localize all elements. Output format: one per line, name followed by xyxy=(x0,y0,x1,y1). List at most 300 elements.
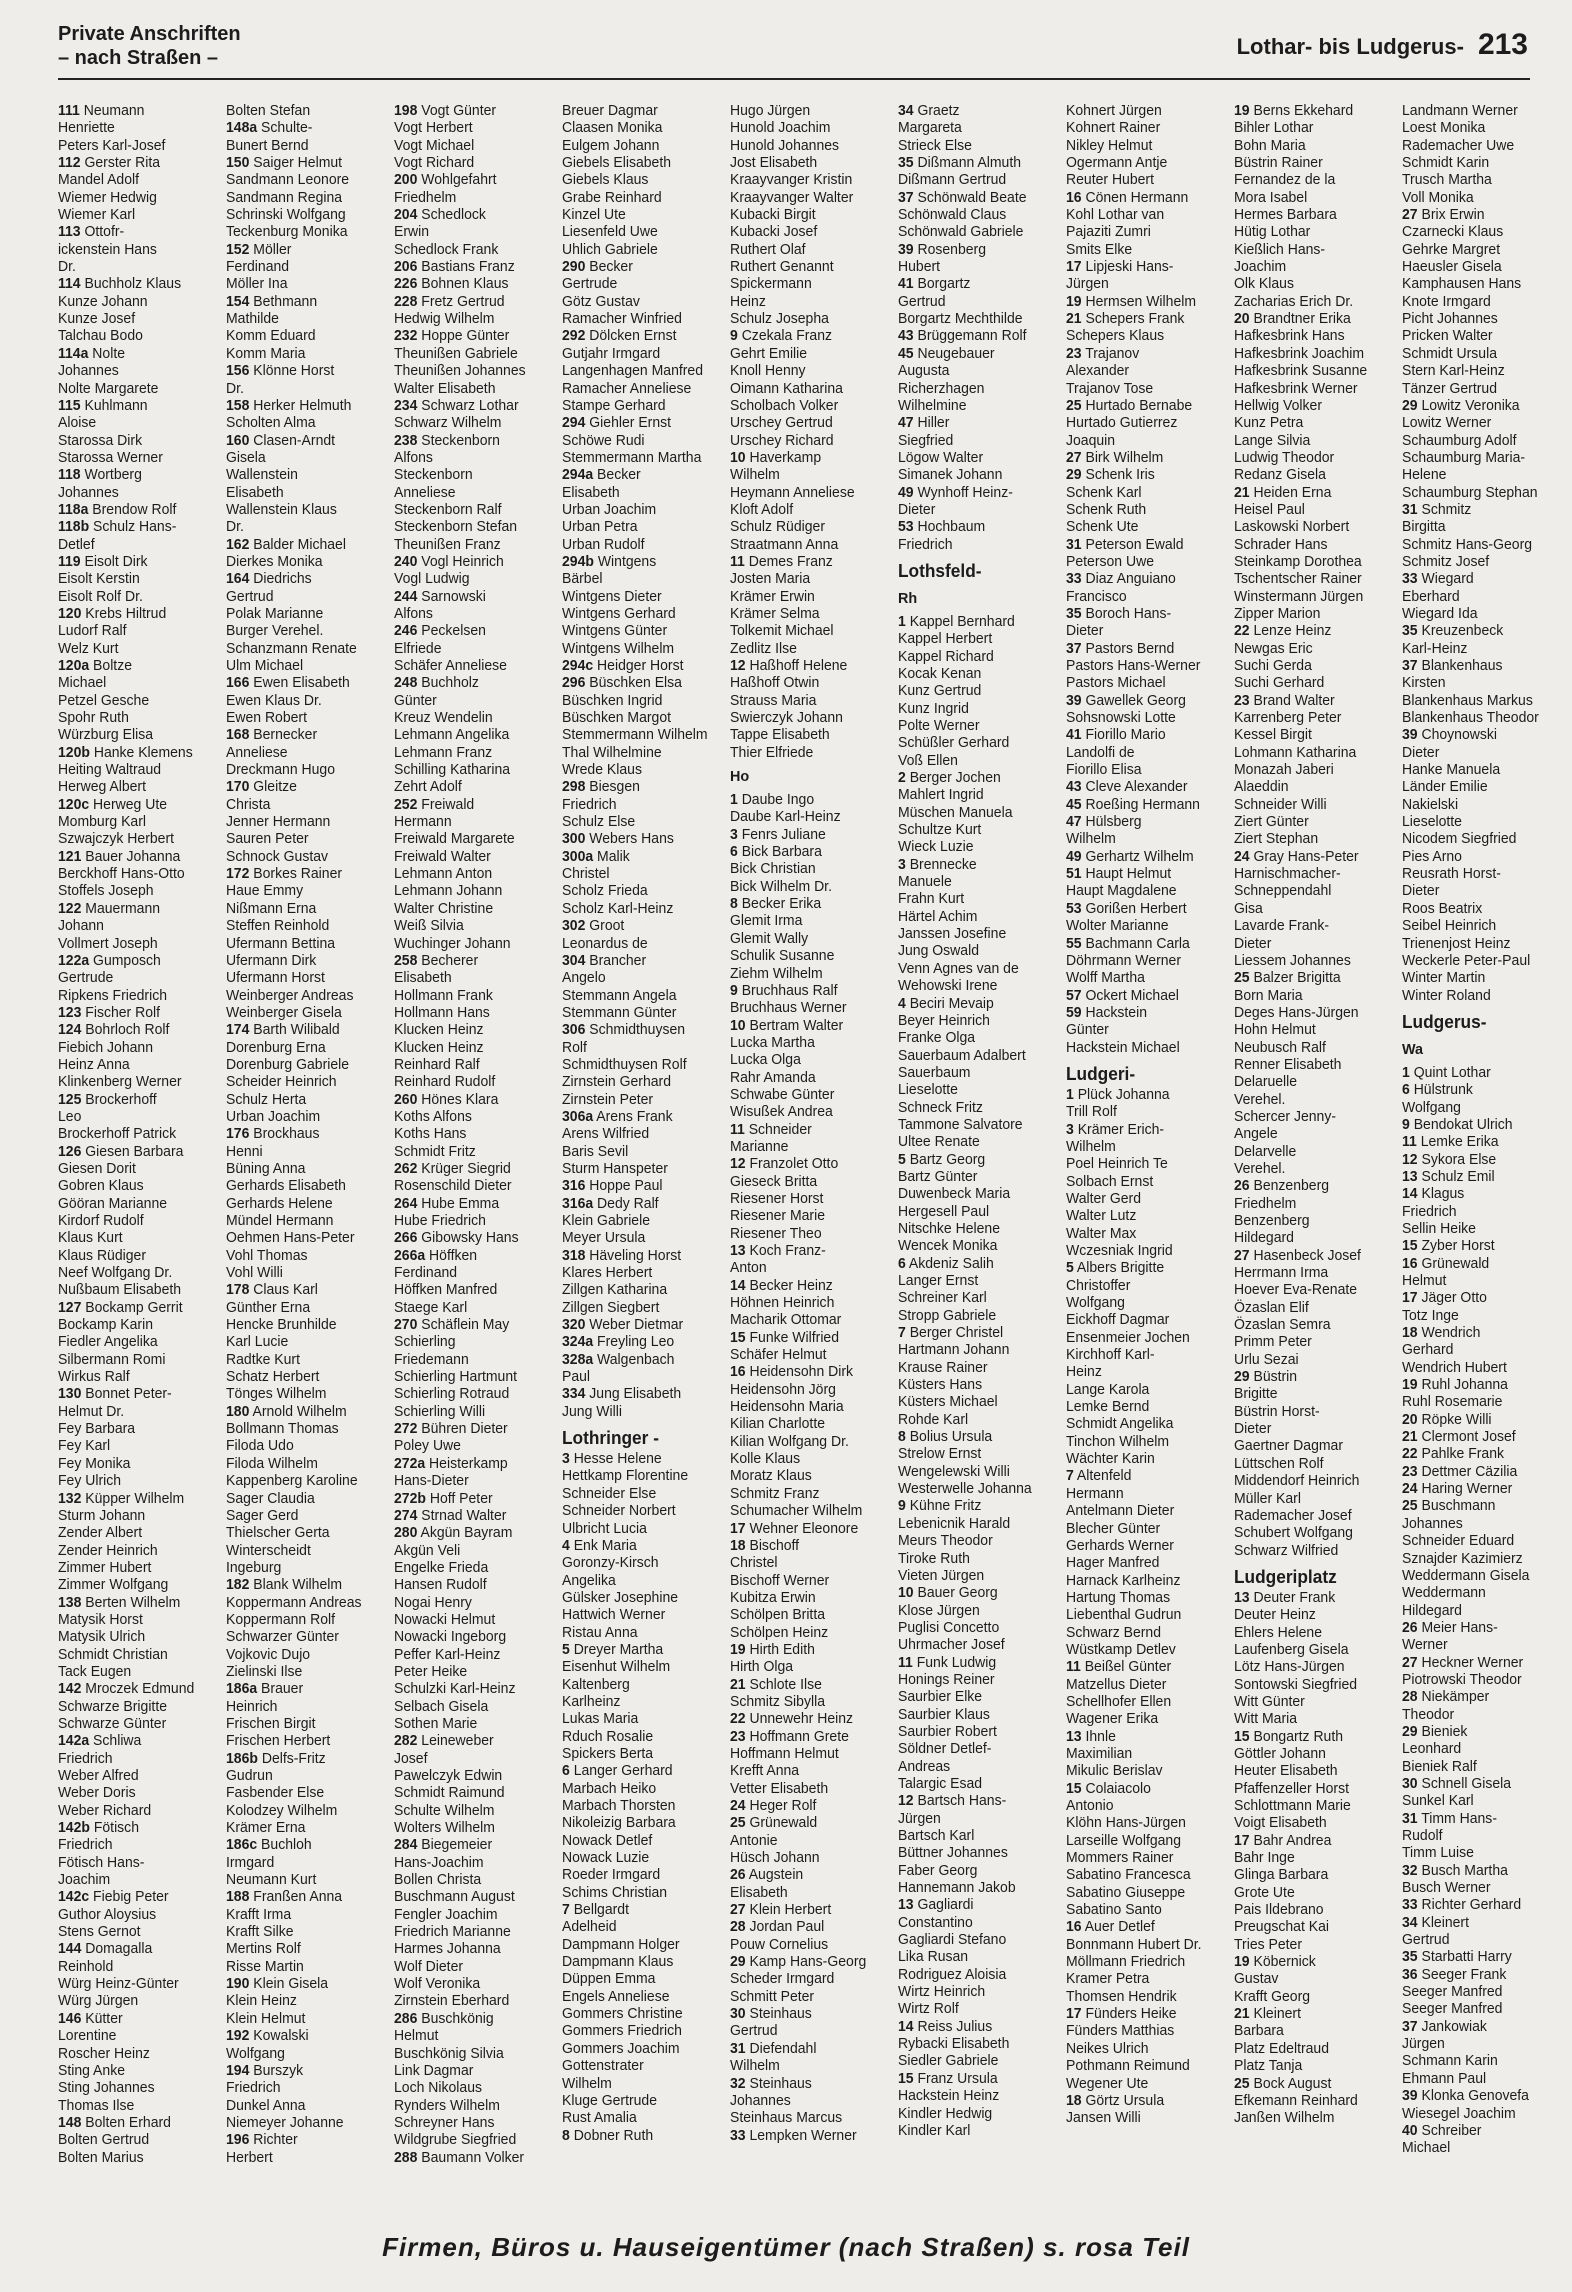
resident-name: Kilian Charlotte xyxy=(730,1416,826,1433)
house-number: 2 xyxy=(898,770,906,787)
resident-name: Dunkel Anna xyxy=(226,2097,306,2114)
directory-entry xyxy=(394,2098,550,2115)
resident-name: Hettkamp Florentine xyxy=(562,1468,689,1485)
resident-name: Lorentine xyxy=(58,2028,117,2045)
resident-name: Smits Elke xyxy=(1066,241,1133,258)
directory-column-9 xyxy=(1402,103,1558,2215)
directory-entry xyxy=(226,1525,382,1542)
resident-name: Poel Heinrich Te xyxy=(1066,1156,1168,1173)
directory-entry xyxy=(562,1746,718,1763)
directory-entry xyxy=(226,103,382,120)
directory-entry xyxy=(1234,1213,1390,1230)
resident-name: Hasenbeck Josef xyxy=(1249,1247,1361,1264)
directory-entry xyxy=(1234,1126,1390,1143)
directory-entry xyxy=(898,1152,1054,1169)
directory-entry xyxy=(898,1637,1054,1654)
directory-entry xyxy=(58,1508,214,1525)
street-range-title: Lothar- bis Ludgerus- xyxy=(1236,34,1464,59)
resident-name: Fey Ulrich xyxy=(58,1473,122,1490)
directory-entry xyxy=(1066,554,1222,571)
resident-name: Scholbach Volker xyxy=(730,397,839,414)
resident-name: Kolodzey Wilhelm xyxy=(226,1802,338,1819)
resident-name: Schulzki Karl-Heinz xyxy=(394,1681,516,1698)
resident-name: Goronzy-Kirsch xyxy=(562,1555,659,1572)
resident-name: Schönwald Gabriele xyxy=(898,224,1024,241)
house-number: 3 xyxy=(1066,1121,1074,1138)
resident-name: Wilhelmine xyxy=(898,397,967,414)
directory-entry xyxy=(1234,138,1390,155)
directory-entry xyxy=(58,1560,214,1577)
resident-name: Sarnowski xyxy=(417,588,486,605)
house-number: 138 xyxy=(58,1594,82,1611)
resident-name: Tänzer Gertrud xyxy=(1402,380,1497,397)
resident-name: Janßen Wilhelm xyxy=(1234,2110,1335,2127)
directory-column-7 xyxy=(1066,103,1222,2215)
house-number: 8 xyxy=(730,896,738,913)
directory-entry xyxy=(1234,1971,1390,1988)
house-number: 17 xyxy=(1402,1290,1418,1307)
resident-name: Gerhards Elisabeth xyxy=(226,1178,346,1195)
directory-entry xyxy=(898,363,1054,380)
resident-name: Fünders Matthias xyxy=(1066,2023,1175,2040)
resident-name: Ruthert Genannt xyxy=(730,259,834,276)
resident-name: Weddermann xyxy=(1402,1585,1486,1602)
directory-entry xyxy=(1234,467,1390,484)
resident-name: Ziehm Wilhelm xyxy=(730,965,823,982)
resident-name: Schierling Hartmunt xyxy=(394,1369,518,1386)
directory-entry xyxy=(394,172,550,189)
directory-entry xyxy=(730,1850,886,1867)
house-number: 15 xyxy=(1066,1780,1082,1797)
resident-name: Heinz xyxy=(1066,1364,1102,1381)
resident-name: Pricken Walter xyxy=(1402,328,1493,345)
directory-entry xyxy=(394,1092,550,1109)
directory-entry xyxy=(58,138,214,155)
resident-name: Kluge Gertrude xyxy=(562,2092,658,2109)
house-number: 123 xyxy=(58,1004,82,1021)
directory-entry xyxy=(562,1126,718,1143)
house-number: 51 xyxy=(1066,866,1082,883)
resident-name: Winter Martin xyxy=(1402,970,1486,987)
directory-entry xyxy=(562,2093,718,2110)
directory-entry xyxy=(226,1577,382,1594)
directory-entry xyxy=(562,363,718,380)
house-number: 3 xyxy=(562,1451,570,1468)
resident-name: Kunz Ingrid xyxy=(898,700,969,717)
directory-entry xyxy=(730,450,886,467)
resident-name: Karl-Heinz xyxy=(1402,640,1468,657)
resident-name: Busch Werner xyxy=(1402,1880,1491,1897)
directory-entry xyxy=(58,1161,214,1178)
directory-entry xyxy=(1066,1022,1222,1039)
directory-entry xyxy=(562,606,718,623)
resident-name: Hülsberg xyxy=(1081,814,1142,831)
resident-name: Ruhl Rosemarie xyxy=(1402,1394,1503,1411)
resident-name: Fötisch xyxy=(89,1820,139,1837)
resident-name: Hartung Thomas xyxy=(1066,1589,1171,1606)
directory-entry xyxy=(1402,901,1558,918)
resident-name: Zimmer Wolfgang xyxy=(58,1577,169,1594)
resident-name: Ruthert Olaf xyxy=(730,241,806,258)
directory-entry xyxy=(1066,675,1222,692)
resident-name: Rybacki Elisabeth xyxy=(898,2036,1010,2053)
house-number: 146 xyxy=(58,2010,82,2027)
resident-name: Ewen Robert xyxy=(226,710,307,727)
resident-name: Christa xyxy=(226,796,271,813)
directory-entry xyxy=(58,1456,214,1473)
directory-entry xyxy=(58,1577,214,1594)
resident-name: Stemmann Angela xyxy=(562,987,677,1004)
directory-entry xyxy=(394,1022,550,1039)
resident-name: Urban Rudolf xyxy=(562,536,645,553)
directory-entry xyxy=(562,1404,718,1421)
resident-name: Kohnert Rainer xyxy=(1066,120,1161,137)
directory-entry xyxy=(394,259,550,276)
directory-entry xyxy=(58,936,214,953)
resident-name: Ripkens Friedrich xyxy=(58,987,168,1004)
resident-name: Giebels Klaus xyxy=(562,172,649,189)
section-title: Private Anschriften xyxy=(58,23,241,45)
resident-name: Harnack Karlheinz xyxy=(1066,1572,1181,1589)
resident-name: Sykora Else xyxy=(1417,1151,1497,1168)
resident-name: Claus Karl xyxy=(249,1282,318,1299)
resident-name: Josten Maria xyxy=(730,571,811,588)
resident-name: Friedrich xyxy=(562,796,617,813)
directory-entry xyxy=(1066,1659,1222,1676)
directory-entry xyxy=(1402,2088,1558,2105)
directory-entry xyxy=(562,467,718,484)
resident-name: Kamp Hans-Georg xyxy=(745,1954,867,1971)
resident-name: Sabatino Francesca xyxy=(1066,1867,1191,1884)
directory-entry xyxy=(898,1429,1054,1446)
directory-entry xyxy=(1234,1456,1390,1473)
house-number: 316 xyxy=(562,1178,586,1195)
directory-entry xyxy=(1402,970,1558,987)
directory-entry xyxy=(1234,745,1390,762)
house-number: 294a xyxy=(562,467,594,484)
resident-name: Elisabeth xyxy=(394,970,452,987)
resident-name: Johannes xyxy=(730,2092,791,2109)
house-number: 37 xyxy=(1402,2018,1418,2035)
resident-name: Trill Rolf xyxy=(1066,1104,1117,1121)
directory-entry xyxy=(730,1156,886,1173)
resident-name: Vieten Jürgen xyxy=(898,1567,985,1584)
directory-entry xyxy=(1402,1793,1558,1810)
resident-name: Henriette xyxy=(58,120,115,137)
directory-entry xyxy=(58,103,214,120)
resident-name: Kloft Adolf xyxy=(730,501,794,518)
resident-name: Dedy Ralf xyxy=(593,1195,659,1212)
resident-name: Ihnle xyxy=(1081,1728,1116,1745)
resident-name: Wolfgang xyxy=(226,2045,285,2062)
directory-entry xyxy=(1402,2106,1558,2123)
resident-name: Schedlock xyxy=(417,207,486,224)
directory-entry xyxy=(58,1213,214,1230)
house-number: 15 xyxy=(730,1329,746,1346)
directory-entry xyxy=(898,120,1054,137)
resident-name: Krause Rainer xyxy=(898,1359,988,1376)
resident-name: Freiwald Walter xyxy=(394,848,491,865)
resident-name: Alexander xyxy=(1066,363,1130,380)
resident-name: Uhlich Gabriele xyxy=(562,241,658,258)
directory-entry xyxy=(562,1040,718,1057)
resident-name: Ingeburg xyxy=(226,1559,282,1576)
resident-name: Schmidt Karin xyxy=(1402,155,1490,172)
directory-entry xyxy=(394,519,550,536)
resident-name: Groot xyxy=(585,918,625,935)
directory-entry xyxy=(730,1208,886,1225)
directory-entry xyxy=(1234,641,1390,658)
resident-name: Schmidt Ursula xyxy=(1402,345,1497,362)
directory-entry xyxy=(730,641,886,658)
house-number: 25 xyxy=(1234,970,1250,987)
resident-name: Hunold Johannes xyxy=(730,137,840,154)
resident-name: Hoff Peter xyxy=(425,1490,493,1507)
house-number: 34 xyxy=(898,103,914,119)
resident-name: Dr. xyxy=(226,380,244,397)
resident-name: Steinhaus xyxy=(745,2075,812,2092)
directory-entry xyxy=(394,1785,550,1802)
directory-entry xyxy=(1066,1885,1222,1902)
resident-name: Koppermann Rolf xyxy=(226,1611,336,1628)
resident-name: Wynhoff Heinz- xyxy=(913,484,1013,501)
resident-name: Büstrin Horst- xyxy=(1234,1403,1320,1420)
directory-entry xyxy=(226,1872,382,1889)
directory-entry xyxy=(1066,381,1222,398)
directory-entry xyxy=(898,138,1054,155)
resident-name: Rademacher Uwe xyxy=(1402,137,1515,154)
resident-name: Hoever Eva-Renate xyxy=(1234,1282,1358,1299)
directory-entry xyxy=(562,745,718,762)
house-number: 144 xyxy=(58,1941,82,1958)
resident-name: Langer Gerhard xyxy=(569,1763,673,1780)
house-number: 25 xyxy=(730,1815,746,1832)
resident-name: Pies Arno xyxy=(1402,848,1462,865)
directory-entry xyxy=(58,1751,214,1768)
resident-name: Haring Werner xyxy=(1417,1481,1513,1498)
directory-entry xyxy=(562,762,718,779)
directory-entry xyxy=(898,1030,1054,1047)
directory-entry xyxy=(730,207,886,224)
resident-name: Schwarzer Günter xyxy=(226,1629,339,1646)
directory-entry xyxy=(562,1815,718,1832)
directory-entry xyxy=(730,2041,886,2058)
resident-name: Büschken Ingrid xyxy=(562,692,663,709)
directory-entry xyxy=(562,485,718,502)
resident-name: Voigt Elisabeth xyxy=(1234,1815,1327,1832)
directory-entry xyxy=(730,190,886,207)
directory-entry xyxy=(394,276,550,293)
directory-entry xyxy=(730,792,886,809)
resident-name: Klöhn Hans-Jürgen xyxy=(1066,1815,1186,1832)
resident-name: Bischoff Werner xyxy=(730,1572,830,1589)
resident-name: Fiorillo Mario xyxy=(1081,727,1166,744)
directory-entry xyxy=(1066,242,1222,259)
directory-entry xyxy=(562,1885,718,1902)
directory-entry xyxy=(730,1867,886,1884)
directory-entry xyxy=(1066,1781,1222,1798)
resident-name: Günter xyxy=(394,692,437,709)
resident-name: Sznajder Kazimierz xyxy=(1402,1550,1523,1567)
directory-entry xyxy=(730,138,886,155)
directory-entry xyxy=(58,450,214,467)
directory-entry xyxy=(1066,1295,1222,1312)
resident-name: Witt Günter xyxy=(1234,1693,1305,1710)
resident-name: Dampmann Klaus xyxy=(562,1954,674,1971)
resident-name: Klein Heinz xyxy=(226,1993,297,2010)
directory-entry xyxy=(1234,2058,1390,2075)
directory-entry xyxy=(730,1590,886,1607)
resident-name: Bohnen Klaus xyxy=(417,276,509,293)
directory-entry xyxy=(394,1213,550,1230)
directory-entry xyxy=(58,502,214,519)
house-number: 49 xyxy=(898,484,914,501)
directory-entry xyxy=(58,1040,214,1057)
directory-entry xyxy=(226,1837,382,1854)
resident-name: Mertins Rolf xyxy=(226,1941,301,1958)
directory-entry xyxy=(1066,1971,1222,1988)
resident-name: Hafkesbrink Werner xyxy=(1234,380,1358,397)
directory-entry xyxy=(226,1248,382,1265)
directory-entry xyxy=(562,1451,718,1468)
resident-name: Quint Lothar xyxy=(1409,1064,1491,1081)
directory-entry xyxy=(394,1230,550,1247)
directory-entry xyxy=(1234,1265,1390,1282)
resident-name: Christoffer xyxy=(1066,1277,1131,1294)
resident-name: Vogl Heinrich xyxy=(417,553,504,570)
resident-name: Irmgard xyxy=(226,1854,275,1871)
resident-name: Primm Peter xyxy=(1234,1334,1312,1351)
resident-name: Wirtz Heinrich xyxy=(898,1984,986,2001)
resident-name: Angele xyxy=(1234,1126,1278,1143)
house-number: 270 xyxy=(394,1317,418,1334)
house-number: 294b xyxy=(562,553,594,570)
directory-entry xyxy=(1402,1915,1558,1932)
directory-entry xyxy=(1066,1226,1222,1243)
resident-name: Wisußek Andrea xyxy=(730,1104,833,1121)
resident-name: Clasen-Arndt xyxy=(249,432,336,449)
resident-name: Reinhard Ralf xyxy=(394,1056,480,1073)
directory-entry xyxy=(898,1065,1054,1082)
resident-name: Stemmann Günter xyxy=(562,1004,677,1021)
directory-entry xyxy=(562,172,718,189)
directory-entry xyxy=(1402,415,1558,432)
directory-entry xyxy=(58,1595,214,1612)
resident-name: Lemke Bernd xyxy=(1066,1399,1150,1416)
resident-name: Eisolt Rolf Dr. xyxy=(58,588,143,605)
resident-name: Daube Karl-Heinz xyxy=(730,809,841,826)
directory-entry xyxy=(898,103,1054,120)
resident-name: Janssen Josefine xyxy=(898,926,1007,943)
house-number: 168 xyxy=(226,727,250,744)
resident-name: Gisa xyxy=(1234,900,1263,917)
resident-name: Akgün Bayram xyxy=(417,1525,513,1542)
directory-entry xyxy=(730,1711,886,1728)
directory-entry xyxy=(562,901,718,918)
directory-entry xyxy=(898,805,1054,822)
resident-name: Birk Wilhelm xyxy=(1081,449,1164,466)
resident-name: Talchau Bodo xyxy=(58,328,143,345)
resident-name: Hirth Edith xyxy=(745,1641,815,1658)
resident-name: Bonnmann Hubert Dr. xyxy=(1066,1936,1202,1953)
directory-entry xyxy=(1066,831,1222,848)
directory-entry xyxy=(1066,2076,1222,2093)
directory-entry xyxy=(898,961,1054,978)
directory-entry xyxy=(1066,849,1222,866)
directory-column-6 xyxy=(898,103,1054,2215)
resident-name: Roscher Heinz xyxy=(58,2045,150,2062)
directory-entry xyxy=(1234,1300,1390,1317)
resident-name: Kessel Birgit xyxy=(1234,727,1312,744)
directory-entry xyxy=(898,1446,1054,1463)
resident-name: Wolf Dieter xyxy=(394,1958,464,1975)
directory-entry xyxy=(898,1516,1054,1533)
resident-name: Becker xyxy=(585,259,633,276)
resident-name: Zirnstein Eberhard xyxy=(394,1993,510,2010)
resident-name: Hackstein Michael xyxy=(1066,1039,1180,1056)
resident-name: Schmitz Josef xyxy=(1402,553,1490,570)
directory-entry xyxy=(1402,1897,1558,1914)
directory-entry xyxy=(226,1456,382,1473)
directory-entry xyxy=(226,467,382,484)
directory-entry xyxy=(1066,172,1222,189)
resident-name: Blank Wilhelm xyxy=(249,1577,343,1594)
resident-name: Renner Elisabeth xyxy=(1234,1056,1342,1073)
directory-entry xyxy=(898,1915,1054,1932)
directory-entry xyxy=(394,641,550,658)
directory-entry xyxy=(1234,1438,1390,1455)
resident-name: Bartsch Hans- xyxy=(913,1793,1007,1810)
house-number: 248 xyxy=(394,675,418,692)
resident-name: Mommers Rainer xyxy=(1066,1850,1174,1867)
directory-entry xyxy=(1402,294,1558,311)
resident-name: Gieseck Britta xyxy=(730,1173,818,1190)
resident-name: Trienenjost Heinz xyxy=(1402,935,1511,952)
resident-name: Kubacki Birgit xyxy=(730,207,816,224)
resident-name: Michael xyxy=(1402,2140,1451,2157)
directory-entry xyxy=(898,1828,1054,1845)
resident-name: Fünders Heike xyxy=(1081,2006,1177,2023)
street-heading: Ludgerus- xyxy=(1402,1011,1487,1032)
resident-name: Dölcken Ernst xyxy=(585,328,677,345)
directory-entry xyxy=(1066,2041,1222,2058)
resident-name: Piotrowski Theodor xyxy=(1402,1671,1522,1688)
directory-entry xyxy=(1066,1312,1222,1329)
directory-entry xyxy=(898,1169,1054,1186)
directory-entry xyxy=(226,172,382,189)
directory-entry xyxy=(1234,1919,1390,1936)
directory-entry xyxy=(898,224,1054,241)
directory-entry xyxy=(1402,1065,1558,1082)
directory-entry xyxy=(730,879,886,896)
directory-entry xyxy=(898,1984,1054,2001)
directory-entry xyxy=(394,970,550,987)
house-number: 35 xyxy=(898,155,914,172)
directory-entry xyxy=(730,1468,886,1485)
directory-entry xyxy=(394,103,550,120)
directory-entry xyxy=(394,1248,550,1265)
house-number: 196 xyxy=(226,2132,250,2149)
house-number: 21 xyxy=(1402,1429,1418,1446)
resident-name: Nicodem Siegfried xyxy=(1402,831,1517,848)
resident-name: Heisel Paul xyxy=(1234,501,1305,518)
house-number: 226 xyxy=(394,276,418,293)
resident-name: Heinrich xyxy=(226,1698,278,1715)
directory-column-2 xyxy=(226,103,382,2215)
directory-entry xyxy=(1402,2036,1558,2053)
directory-entry xyxy=(1402,1360,1558,1377)
directory-entry xyxy=(1402,1984,1558,2001)
